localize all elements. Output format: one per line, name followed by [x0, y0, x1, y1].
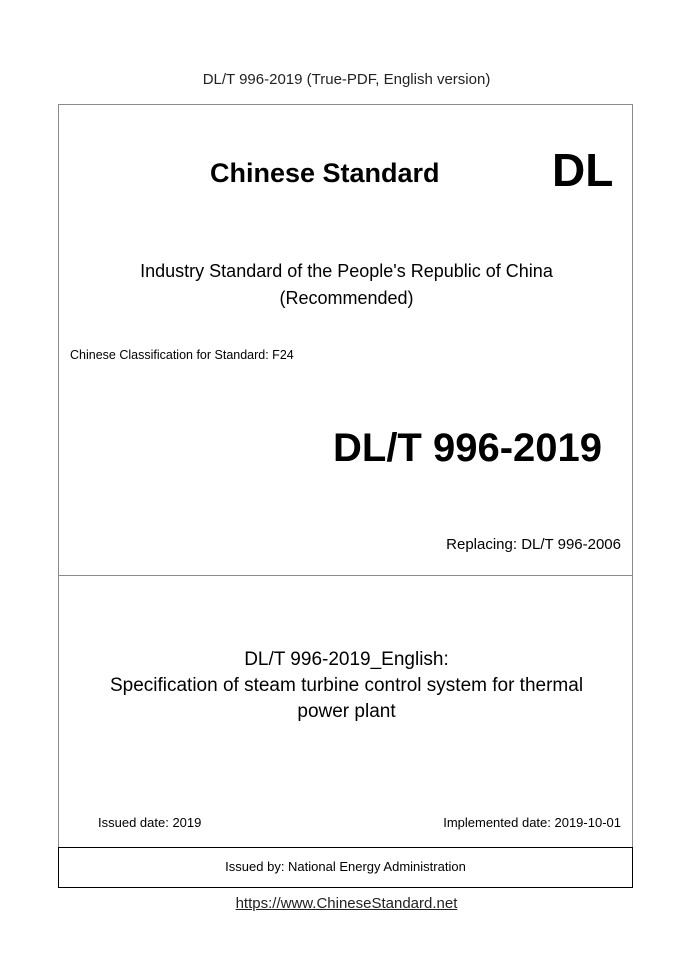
issued-date: Issued date: 2019	[98, 815, 202, 830]
cover-heading: Chinese Standard	[210, 158, 440, 188]
issued-by: Issued by: National Energy Administration	[225, 859, 466, 874]
title-line-1: DL/T 996-2019_English:	[244, 649, 449, 670]
title-line-3: power plant	[297, 701, 396, 722]
title-line-2: Specification of steam turbine control system for thermal	[109, 675, 584, 696]
replacing-text: Replacing: DL/T 996-2006	[446, 536, 621, 553]
standard-code: DL	[552, 144, 614, 196]
standard-number: DL/T 996-2019	[333, 426, 603, 470]
classification-text: Chinese Classification for Standard: F24	[70, 348, 294, 362]
industry-standard-label	[0, 258, 693, 312]
website-link[interactable]: https://www.ChineseStandard.net	[235, 895, 458, 912]
header-note: DL/T 996-2019 (True-PDF, English version)	[202, 71, 491, 88]
industry-line-2: (Recommended)	[279, 288, 414, 308]
industry-line-1: Industry Standard of the People's Republic of China	[140, 261, 553, 281]
document-title	[0, 647, 693, 725]
implemented-date: Implemented date: 2019-10-01	[443, 815, 621, 830]
